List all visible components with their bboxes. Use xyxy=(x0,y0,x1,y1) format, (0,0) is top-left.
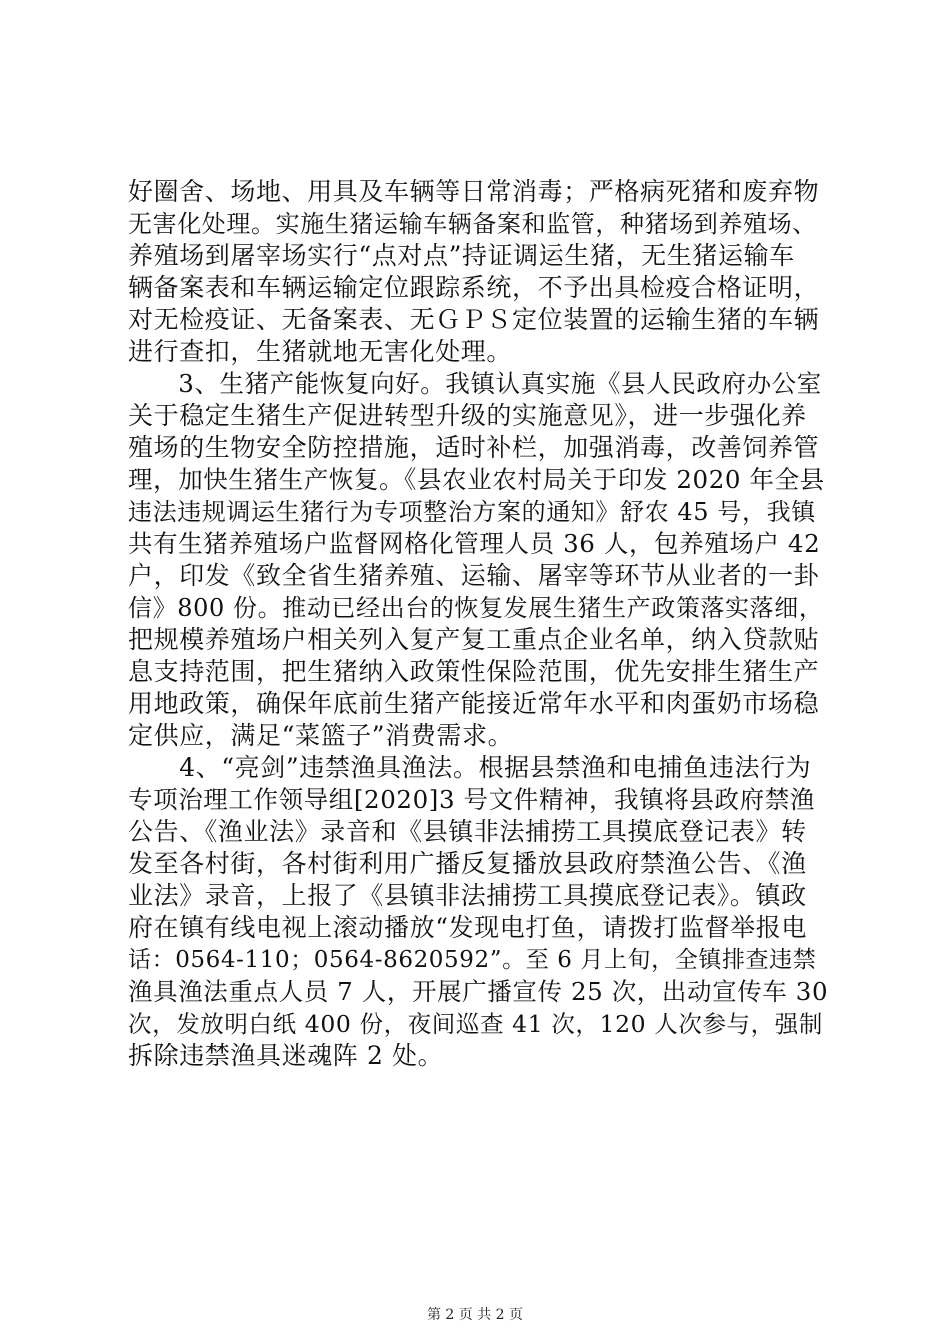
text-line: 府在镇有线电视上滚动播放“发现电打鱼，请拨打监督举报电 xyxy=(128,913,807,942)
text-line: 无害化处理。实施生猪运输车辆备案和监管，种猪场到养殖场、 xyxy=(128,210,817,238)
text-line: 次，发放明白纸 400 份，夜间巡查 41 次，120 人次参与，强制 xyxy=(128,1010,823,1038)
text-line: 拆除违禁渔具迷魂阵 2 处。 xyxy=(128,1041,444,1070)
text-line: 息支持范围，把生猪纳入政策性保险范围，优先安排生猪生产 xyxy=(128,657,820,686)
text-line: 养殖场到屠宰场实行“点对点”持证调运生猪，无生猪运输车 xyxy=(128,241,795,270)
text-line: 渔具渔法重点人员 7 人，开展广播宣传 25 次，出动宣传车 30 xyxy=(128,977,829,1006)
text-line: 专项治理工作领导组[2020]3 号文件精神，我镇将县政府禁渔 xyxy=(128,785,815,814)
text-line: 把规模养殖场户相关列入复产复工重点企业名单，纳入贷款贴 xyxy=(128,625,820,654)
text-line: 违法违规调运生猪行为专项整治方案的通知》舒农 45 号，我镇 xyxy=(128,498,816,526)
text-line: 辆备案表和车辆运输定位跟踪系统，不予出具检疫合格证明， xyxy=(128,273,820,302)
text-line: 对无检疫证、无备案表、无ＧＰＳ定位装置的运输生猪的车辆 xyxy=(128,305,820,334)
document-body xyxy=(128,176,828,1072)
text-line: 话：0564-110；0564-8620592”。至 6 月上旬，全镇排查违禁 xyxy=(128,947,817,973)
text-line: 共有生猪养殖场户监督网格化管理人员 36 人，包养殖场户 42 xyxy=(128,529,821,558)
text-line: 户，印发《致全省生猪养殖、运输、屠宰等环节从业者的一卦 xyxy=(128,561,820,590)
text-line: 公告、《渔业法》录音和《县镇非法捕捞工具摸底登记表》转 xyxy=(128,817,807,846)
text-line: 理，加快生猪生产恢复。《县农业农村局关于印发 2020 年全县 xyxy=(128,465,825,494)
text-line: 好圈舍、场地、用具及车辆等日常消毒；严格病死猪和废弃物 xyxy=(128,177,820,206)
text-line: 关于稳定生猪生产促进转型升级的实施意见》，进一步强化养 xyxy=(128,401,807,430)
paragraph-4-start: 4、“亮剑”违禁渔具渔法。根据县禁渔和电捕鱼违法行为 xyxy=(128,753,812,782)
text-line: 定供应，满足“菜篮子”消费需求。 xyxy=(128,721,514,750)
text-line: 发至各村街，各村街利用广播反复播放县政府禁渔公告、《渔 xyxy=(128,849,807,878)
text-line: 进行查扣，生猪就地无害化处理。 xyxy=(128,337,513,366)
paragraph-3-start: 3、生猪产能恢复向好。我镇认真实施《县人民政府办公室 xyxy=(128,369,822,398)
text-line: 信》800 份。推动已经出台的恢复发展生猪生产政策落实落细， xyxy=(128,594,824,622)
text-line: 用地政策，确保年底前生猪产能接近常年水平和肉蛋奶市场稳 xyxy=(128,689,820,718)
text-line: 殖场的生物安全防控措施，适时补栏，加强消毒，改善饲养管 xyxy=(128,433,820,462)
text-line: 业法》录音，上报了《县镇非法捕捞工具摸底登记表》。镇政 xyxy=(128,881,807,910)
page-number-footer: 第 2 页 共 2 页 xyxy=(426,1307,524,1323)
